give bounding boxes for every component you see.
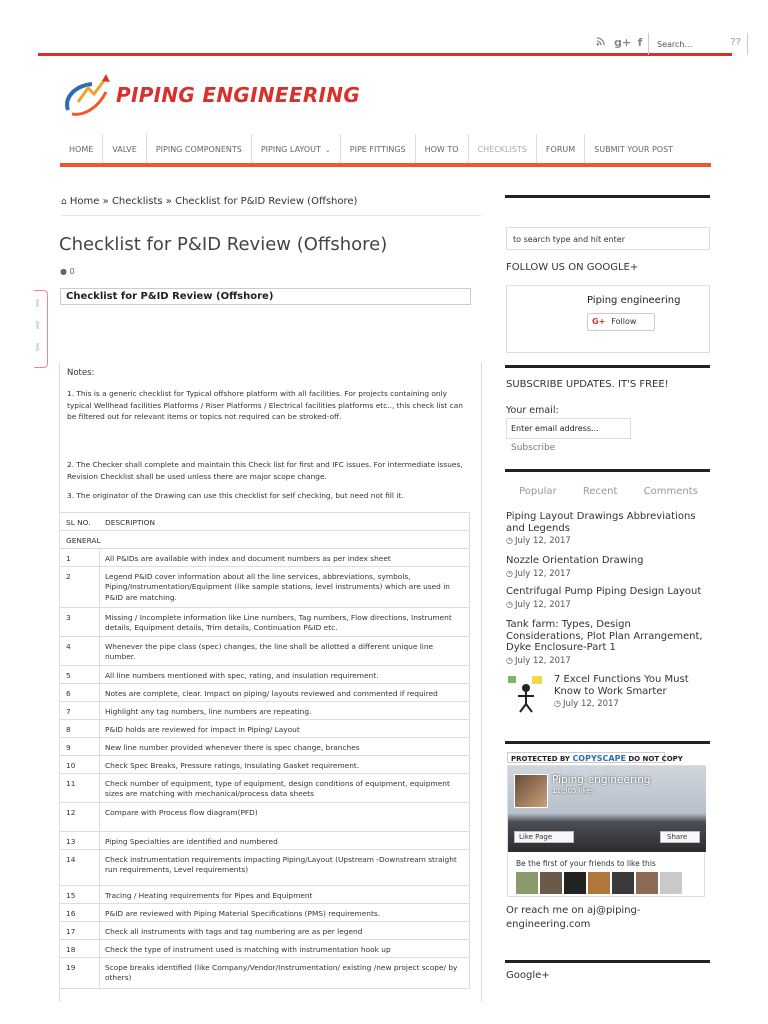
- post-date: ◷ July 12, 2017: [506, 655, 571, 666]
- table-header: [60, 512, 470, 530]
- row-description: Tracing / Heating requirements for Pipes and Equipment: [105, 891, 313, 900]
- email-label: Your email:: [506, 405, 559, 416]
- row-description: New line number provided whenever there is spec change, branches: [105, 743, 360, 752]
- column-header: SL NO.: [66, 518, 91, 527]
- comment-count[interactable]: [60, 267, 75, 276]
- table-row: [60, 921, 470, 939]
- post-date: ◷ July 12, 2017: [506, 536, 571, 546]
- social-links: [594, 36, 646, 49]
- search-icon[interactable]: ??: [730, 37, 741, 48]
- clock-icon: ◷: [506, 599, 513, 609]
- row-number: 14: [66, 855, 76, 864]
- notes-label: Notes:: [67, 368, 95, 378]
- table-row: [60, 683, 470, 701]
- list-item[interactable]: [554, 674, 704, 711]
- facebook-page-widget: [507, 765, 705, 897]
- row-number: 9: [66, 743, 71, 752]
- nav-checklists[interactable]: CHECKLISTS: [469, 134, 537, 163]
- row-description: Whenever the pipe class (spec) changes, the line shall be allotted a different unique line number.: [105, 642, 434, 662]
- sidebar-divider: [505, 195, 710, 198]
- avatar[interactable]: [516, 872, 538, 894]
- row-number: 8: [66, 725, 71, 734]
- subscribe-button[interactable]: Subscribe: [511, 443, 556, 453]
- table-row: [60, 849, 470, 885]
- row-number: 16: [66, 909, 76, 918]
- sidebar-divider: [505, 960, 710, 963]
- post-date: ◷ July 12, 2017: [554, 699, 619, 709]
- row-number: 1: [66, 554, 71, 563]
- table-row: [60, 885, 470, 903]
- row-description: Legend P&ID cover information about all the line services, abbreviations, symbols, Piping/Instrumentation/Equipment (like sample stations, level instruments) which are used in P&ID are matching.: [105, 572, 450, 602]
- row-description: Compare with Process flow diagram(PFD): [105, 808, 258, 817]
- embedded-document: [59, 362, 482, 1002]
- email-field[interactable]: Enter email address...: [506, 418, 631, 439]
- breadcrumb-separator: »: [102, 196, 109, 207]
- row-number: 11: [66, 779, 76, 788]
- tab-recent[interactable]: Recent: [582, 486, 618, 497]
- comment-count-value: 0: [69, 267, 75, 276]
- breadcrumb-checklists[interactable]: Checklists: [111, 196, 163, 207]
- google-plus-icon: G+: [592, 317, 606, 326]
- row-description: Check instrumentation requirements impacting Piping/Layout (Upstream -Downstream straight run requirements, Level requirements): [105, 855, 457, 875]
- row-number: 18: [66, 945, 76, 954]
- avatar[interactable]: [564, 872, 586, 894]
- comment-icon: ●: [60, 267, 67, 276]
- share-button[interactable]: Share: [660, 831, 700, 843]
- row-description: All P&IDs are available with index and document numbers as per index sheet: [105, 554, 391, 563]
- row-number: 4: [66, 642, 71, 651]
- post-title[interactable]: 7 Excel Functions You Must Know to Work Smarter: [554, 674, 689, 697]
- gplus-page-name[interactable]: Piping engineering: [587, 295, 681, 306]
- table-row: [60, 719, 470, 737]
- row-description: Check Spec Breaks, Pressure ratings, Insulating Gasket requirement.: [105, 761, 360, 770]
- nav-how-to[interactable]: HOW TO: [416, 134, 469, 163]
- row-description: Notes are complete, clear. Impact on piping/ layouts reviewed and commented if required: [105, 689, 438, 698]
- facebook-page-name[interactable]: Piping-engineering: [552, 774, 651, 786]
- row-number: 17: [66, 927, 76, 936]
- row-number: 3: [66, 613, 71, 622]
- google-plus-icon[interactable]: g+: [614, 36, 632, 49]
- breadcrumb-current: Checklist for P&ID Review (Offshore): [175, 196, 358, 207]
- table-row: [60, 607, 470, 636]
- post-date: ◷ July 12, 2017: [506, 599, 571, 610]
- facebook-friends-text: Be the first of your friends to like this: [516, 859, 656, 868]
- top-bar: [38, 0, 741, 56]
- avatar[interactable]: [588, 872, 610, 894]
- clock-icon: ◷: [506, 536, 513, 545]
- rss-icon[interactable]: [594, 36, 606, 49]
- facebook-icon[interactable]: f: [637, 36, 643, 49]
- facebook-like-count: 11,905 likes: [552, 787, 595, 795]
- column-header: DESCRIPTION: [105, 518, 156, 527]
- table-row: [60, 701, 470, 719]
- avatar[interactable]: [660, 872, 682, 894]
- nav-pipe-fittings[interactable]: PIPE FITTINGS: [341, 134, 416, 163]
- row-number: 15: [66, 891, 76, 900]
- row-number: 19: [66, 963, 76, 972]
- row-number: 6: [66, 689, 71, 698]
- note-3: 3. The originator of the Drawing can use this checklist for self checking, but need not fill it.: [67, 491, 404, 500]
- nav-home[interactable]: HOME: [60, 134, 103, 163]
- row-description: Check the type of instrument used is matching with instrumentation hook up: [105, 945, 391, 954]
- tab-comments[interactable]: Comments: [643, 486, 698, 497]
- nav-piping-components[interactable]: PIPING COMPONENTS: [147, 134, 252, 163]
- post-tabs: [506, 486, 711, 497]
- row-description: Check number of equipment, type of equipment, design conditions of equipment, equipment sizes are matching with mechanical/process data sheets: [105, 779, 450, 799]
- row-number: 5: [66, 671, 71, 680]
- avatar[interactable]: [636, 872, 658, 894]
- table-row: [60, 831, 470, 849]
- sidebar-divider: [505, 741, 710, 744]
- copyscape-badge[interactable]: PROTECTED BY COPYSCAPE DO NOT COPY: [507, 752, 665, 763]
- table-row: [60, 636, 470, 665]
- tab-popular[interactable]: Popular: [519, 486, 557, 497]
- post-title[interactable]: Piping Layout Drawings Abbreviations and Legends: [506, 511, 696, 534]
- row-description: P&ID holds are reviewed for impact in Piping/ Layout: [105, 725, 300, 734]
- avatar[interactable]: [540, 872, 562, 894]
- nav-valve[interactable]: VALVE: [103, 134, 147, 163]
- google-plus-heading: Google+: [506, 970, 550, 981]
- search-input[interactable]: Search... ??: [648, 33, 748, 55]
- nav-submit-your-post[interactable]: SUBMIT YOUR POST: [594, 145, 674, 154]
- post-title[interactable]: Tank farm: Types, Design Considerations, Plot Plan Arrangement, Dyke Enclosure-Part 1: [506, 619, 703, 653]
- list-item[interactable]: [506, 586, 714, 611]
- breadcrumb-separator: »: [165, 196, 172, 207]
- share-sidebar[interactable]: [34, 290, 48, 368]
- follow-heading: FOLLOW US ON GOOGLE+: [506, 262, 639, 273]
- contact-text: Or reach me on aj@piping-engineering.com: [506, 905, 641, 930]
- table-row: [60, 773, 470, 802]
- gplus-follow-button[interactable]: [587, 313, 655, 331]
- google-plus-card: [506, 285, 710, 353]
- follow-label: Follow: [611, 317, 637, 326]
- nav-forum[interactable]: FORUM: [537, 134, 585, 163]
- table-row: [60, 755, 470, 773]
- nav-piping-layout[interactable]: [252, 134, 341, 163]
- table-row: [60, 737, 470, 755]
- like-page-button[interactable]: Like Page: [514, 831, 574, 843]
- row-description: P&ID are reviewed with Piping Material Specifications (PMS) requirements.: [105, 909, 381, 918]
- home-icon: ⌂: [61, 197, 67, 207]
- note-2: 2. The Checker shall complete and maintain this Check list for first and IFC issues. For intermediate issues, Revision Checklist shall be used unless there are major scope change.: [67, 460, 463, 481]
- row-description: All line numbers mentioned with spec, rating, and insulation requirement.: [105, 671, 379, 680]
- sidebar-search-input[interactable]: to search type and hit enter: [506, 227, 710, 250]
- post-date: ◷ July 12, 2017: [506, 568, 571, 579]
- post-title[interactable]: Nozzle Orientation Drawing: [506, 555, 644, 566]
- row-description: Missing / Incomplete information like Line numbers, Tag numbers, Flow directions, Instrument details, Equipment details, Trim details, Continuation P&ID etc.: [105, 613, 452, 633]
- note-1: 1. This is a generic checklist for Typical offshore platform with all facilities. For projects containing only typical Wellhead facilities Platforms / Riser Platforms / Electrical facilities platforms etc.., this check list can be filtered out for relevant items or topics not required can be stroked-off.: [67, 389, 463, 422]
- logo-swoosh-icon: [62, 72, 114, 118]
- row-number: 10: [66, 761, 76, 770]
- clock-icon: ◷: [506, 655, 513, 665]
- table-row: [60, 548, 470, 566]
- row-description: Piping Specialties are identified and numbered: [105, 837, 278, 846]
- table-row: [60, 802, 470, 831]
- site-logo[interactable]: [62, 72, 382, 118]
- table-row: [60, 566, 470, 607]
- clock-icon: ◷: [554, 699, 561, 708]
- subscribe-heading: SUBSCRIBE UPDATES. IT'S FREE!: [506, 379, 669, 390]
- row-description: Scope breaks identified (like Company/Vendor/Instrumentation/ existing /new project scope/ by others): [105, 963, 458, 983]
- logo-text: PIPING ENGINEERING: [116, 83, 361, 107]
- page-title: Checklist for P&ID Review (Offshore): [59, 234, 388, 255]
- breadcrumb-home[interactable]: Home: [69, 196, 100, 207]
- table-row: [60, 939, 470, 957]
- avatar[interactable]: [514, 774, 548, 808]
- row-description: Check all instruments with tags and tag numbering are as per legend: [105, 927, 363, 936]
- list-item[interactable]: [506, 619, 706, 667]
- row-description: Highlight any tag numbers, line numbers are repeating.: [105, 707, 312, 716]
- main-nav: [60, 134, 711, 167]
- row-number: 12: [66, 808, 76, 817]
- sidebar-divider: [505, 469, 710, 472]
- post-thumbnail[interactable]: [506, 674, 548, 714]
- list-item[interactable]: [506, 511, 714, 548]
- facebook-faces: [516, 872, 682, 894]
- embedded-document-title: Checklist for P&ID Review (Offshore): [60, 288, 471, 305]
- nav-piping-layout-label: PIPING LAYOUT: [260, 145, 321, 154]
- post-title[interactable]: Centrifugal Pump Piping Design Layout: [506, 586, 702, 597]
- list-item[interactable]: [506, 555, 714, 580]
- table-row: [60, 665, 470, 683]
- chevron-down-icon: ⌄: [324, 146, 331, 154]
- row-number: 7: [66, 707, 71, 716]
- table-row: [60, 957, 470, 989]
- avatar[interactable]: [612, 872, 634, 894]
- breadcrumb: [61, 196, 481, 216]
- section-label: GENERAL: [66, 536, 101, 545]
- row-number: 2: [66, 572, 71, 581]
- section-row: [60, 530, 470, 548]
- table-row: [60, 903, 470, 921]
- clock-icon: ◷: [506, 568, 513, 578]
- row-number: 13: [66, 837, 76, 846]
- sidebar-divider: [505, 365, 710, 368]
